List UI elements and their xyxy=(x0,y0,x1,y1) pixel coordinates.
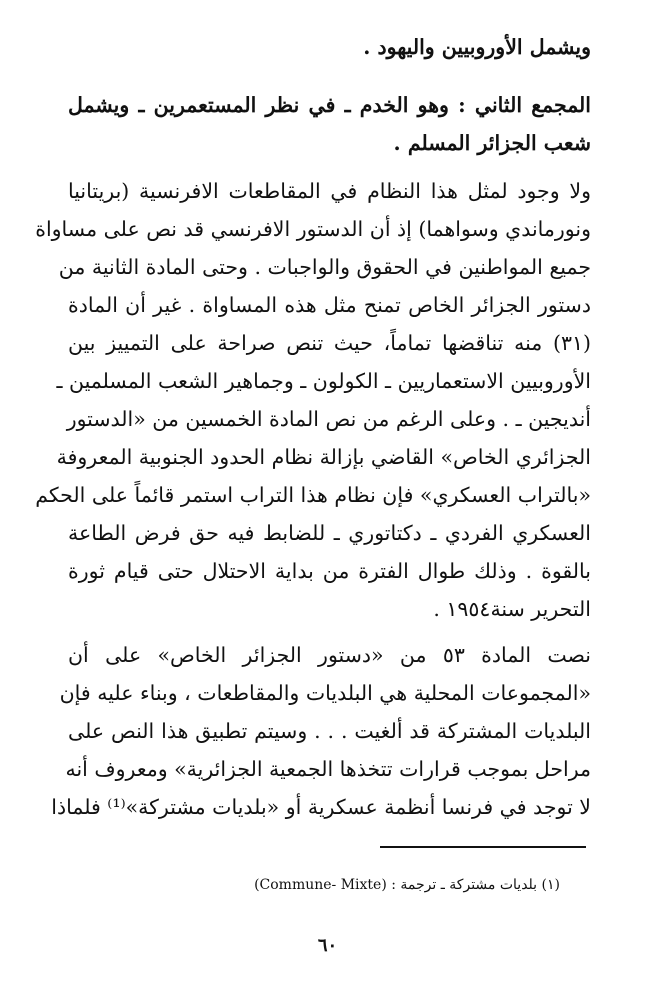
text-line: بالقوة . وذلك طوال الفترة من بداية الاحتلال حتى قيام ثورة xyxy=(68,559,591,583)
page-number: ٦٠ xyxy=(317,935,338,956)
text-line: «بالتراب العسكري» فإن نظام هذا التراب استمر قائماً على الحكم xyxy=(35,483,591,507)
text-line: ونورماندي وسواهما) إذ أن الدستور الافرنسي قد نص على مساواة xyxy=(35,217,591,241)
text-line: ولا وجود لمثل هذا النظام في المقاطعات الافرنسية (بريتانيا xyxy=(68,179,591,203)
text-line: «المجموعات المحلية هي البلديات والمقاطعات ، وبناء عليه فإن xyxy=(59,681,591,705)
text-line: ويشمل الأوروبيين واليهود . xyxy=(363,35,591,59)
text-line: جميع المواطنين في الحقوق والواجبات . وحتى المادة الثانية من xyxy=(58,255,591,279)
text-line: شعب الجزائر المسلم . xyxy=(393,131,591,155)
footnote-divider xyxy=(380,846,586,848)
text-line: مراحل بموجب قرارات تتخذها الجمعية الجزائرية» ومعروف أنه xyxy=(65,757,591,781)
text-line: أنديجين ـ . وعلى الرغم من نص المادة الخمسين من «الدستور xyxy=(66,407,591,431)
text-line: (٣١) منه تناقضها تماماً، حيث تنص صراحة على التمييز بين xyxy=(68,331,591,355)
text-line: نصت المادة ٥٣ من «دستور الجزائر الخاص» على أن xyxy=(68,643,591,667)
text-line: العسكري الفردي ـ دكتاتوري ـ للضابط فيه حق فرض الطاعة xyxy=(68,521,591,545)
text-line: الجزائري الخاص» القاضي بإزالة نظام الحدود الجنوبية المعروفة xyxy=(56,445,591,469)
text-line: لا توجد في فرنسا أنظمة عسكرية أو «بلديات مشتركة»⁽¹⁾ فلماذا xyxy=(51,795,591,819)
text-line: التحرير سنة١٩٥٤ . xyxy=(433,597,591,621)
footnote: (١) بلديات مشتركة ـ ترجمة : (Commune- Mixte) xyxy=(254,877,560,893)
text-line: دستور الجزائر الخاص تمنح مثل هذه المساواة . غير أن المادة xyxy=(68,293,591,317)
text-line: المجمع الثاني : وهو الخدم ـ في نظر المستعمرين ـ ويشمل xyxy=(68,93,591,117)
text-line: الأوروبيين الاستعماريين ـ الكولون ـ وجماهير الشعب المسلمين ـ xyxy=(56,369,591,393)
text-line: البلديات المشتركة قد ألغيت . . . وسيتم تطبيق هذا النص على xyxy=(68,719,591,743)
